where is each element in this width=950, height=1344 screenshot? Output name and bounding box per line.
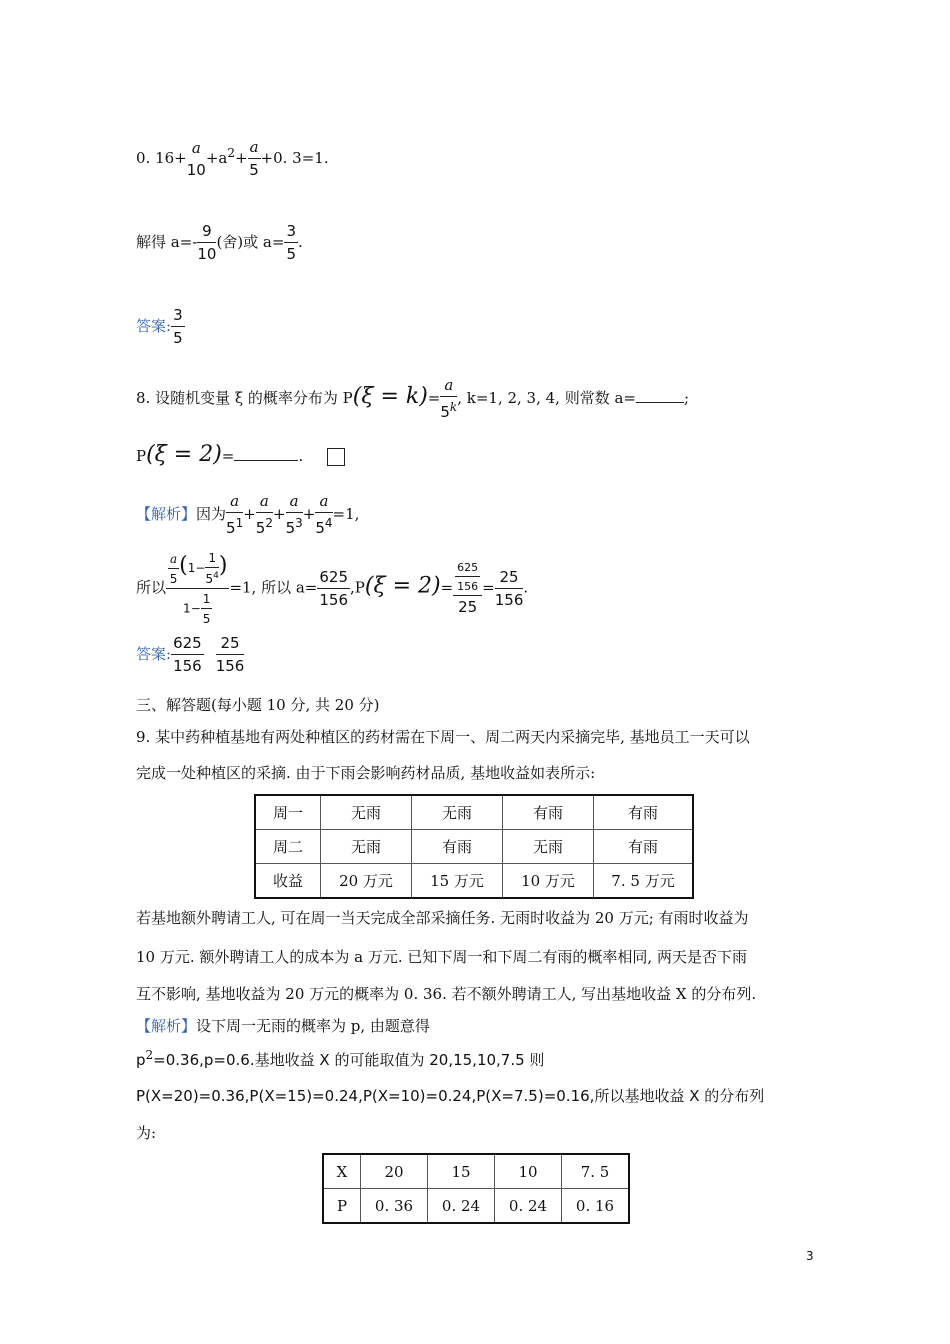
denominator: 156 <box>173 657 202 675</box>
text: = <box>221 447 235 465</box>
table-cell: 15 万元 <box>412 864 503 899</box>
table-cell: 10 万元 <box>503 864 594 899</box>
fraction-625-156 <box>317 567 350 609</box>
text: =1, <box>332 505 360 523</box>
fraction-9-over-10 <box>197 224 216 262</box>
text: X <box>319 1051 330 1069</box>
superscript: 2 <box>227 146 235 160</box>
text: . <box>298 447 304 465</box>
question-9b-line-2: 10 万元. 额外聘请工人的成本为 a 万元. 已知下周一和下周二有雨的概率相同, 两天是否下雨 <box>136 948 747 966</box>
text: 解得 a=- <box>136 233 198 251</box>
table-cell: 20 万元 <box>321 864 412 899</box>
math-expression: (ξ = k) <box>352 384 428 409</box>
table-cell: 无雨 <box>412 795 503 830</box>
numerator: a <box>286 494 303 513</box>
table-cell: 有雨 <box>503 795 594 830</box>
math-expression: (ξ = 2) <box>364 573 441 599</box>
equation-line-1 <box>136 140 329 178</box>
page-number: 3 <box>806 1249 814 1263</box>
denominator: 5 <box>255 519 266 537</box>
text: . <box>523 578 529 597</box>
fraction-answer-2 <box>216 636 245 674</box>
section-heading: 三、解答题(每小题 10 分, 共 20 分) <box>136 696 380 714</box>
text: 1 <box>183 601 191 616</box>
fraction-3-over-5 <box>284 224 298 262</box>
denominator: 10 <box>197 245 217 263</box>
exponent: 3 <box>295 516 303 530</box>
fraction-25-156 <box>494 567 524 609</box>
text: P(X=20)=0.36,P(X=15)=0.24,P(X=10)=0.24,P(X=7.5)=0.16, <box>136 1087 595 1105</box>
text: + <box>243 505 256 523</box>
text: 因为 <box>196 505 227 523</box>
denominator: 10 <box>186 160 206 179</box>
text: p <box>136 1051 146 1069</box>
table-cell: 20 <box>361 1154 428 1189</box>
equation-line-2 <box>136 224 303 262</box>
denominator <box>166 589 229 625</box>
denominator: 5 <box>285 519 296 537</box>
text: X <box>689 1087 700 1105</box>
text: +0. 3=1. <box>260 149 329 167</box>
solution-9-line-3 <box>136 1085 764 1106</box>
text: P <box>354 578 365 597</box>
compound-fraction <box>453 562 482 615</box>
table-row <box>255 864 693 899</box>
fraction-term-4 <box>315 494 332 536</box>
text: =0.36,p=0.6. <box>153 1051 255 1069</box>
numerator: 9 <box>197 224 216 243</box>
denominator: 156 <box>319 590 349 609</box>
numerator: a <box>248 140 261 159</box>
denominator: 156 <box>494 590 524 609</box>
fraction-term-1 <box>226 494 243 536</box>
table-cell: 无雨 <box>321 830 412 864</box>
text: P <box>136 447 147 465</box>
text: 基地收益 <box>254 1051 320 1069</box>
paren: ) <box>218 553 228 578</box>
answer-label: 答案: <box>136 317 172 335</box>
numerator <box>166 552 229 589</box>
table-cell: 7. 5 万元 <box>594 864 694 899</box>
exponent: 1 <box>235 516 244 530</box>
table-cell: 10 <box>495 1154 562 1189</box>
denominator: 5 <box>173 329 183 347</box>
solution-9-line-1 <box>136 1015 430 1036</box>
numerator: a <box>256 494 273 513</box>
numerator: 625 <box>455 562 480 577</box>
denominator: 156 <box>215 657 245 675</box>
text: 设下周一无雨的概率为 p, 由题意得 <box>196 1017 430 1035</box>
paren: ( <box>179 553 188 578</box>
table-cell: 0. 24 <box>428 1189 495 1224</box>
solution-9-line-4: 为: <box>136 1124 157 1142</box>
text: 8. 设随机变量 ξ 的概率分布为 P <box>136 389 353 407</box>
question-9b-line-1: 若基地额外聘请工人, 可在周一当天完成全部采摘任务. 无雨时收益为 20 万元; 有雨时收益为 <box>136 909 749 927</box>
solution-9-line-2 <box>136 1048 544 1070</box>
fraction-answer <box>171 308 185 346</box>
text: , k=1, 2, 3, 4, 则常数 a= <box>457 389 636 407</box>
question-9-line-1: 9. 某中药种植基地有两处种植区的药材需在下周一、周二两天内采摘完毕, 基地员工一天可以 <box>136 728 750 746</box>
numerator: 25 <box>216 636 245 655</box>
text: , <box>350 578 355 597</box>
denominator: 5 <box>440 403 450 421</box>
income-table <box>254 794 694 899</box>
numerator: a <box>191 138 201 157</box>
table-row <box>323 1189 629 1224</box>
table-row <box>323 1154 629 1189</box>
numerator: 1 <box>201 593 213 609</box>
question-8 <box>136 378 689 420</box>
analysis-tag: 【解析】 <box>136 505 197 523</box>
analysis-tag: 【解析】 <box>136 1017 197 1035</box>
table-cell: 0. 24 <box>495 1189 562 1224</box>
distribution-table <box>322 1153 630 1224</box>
text: 20,15,10,7.5 <box>429 1051 525 1069</box>
table-cell: 有雨 <box>594 795 694 830</box>
numerator: 3 <box>171 308 185 327</box>
question-8-part-2 <box>136 442 345 467</box>
exponent: 4 <box>213 571 219 581</box>
question-9b-line-3: 互不影响, 基地收益为 20 万元的概率为 0. 36. 若不额外聘请工人, 写出基地收益 X 的分布列. <box>136 985 757 1003</box>
table-cell: 无雨 <box>503 830 594 864</box>
table-cell: 7. 5 <box>562 1154 630 1189</box>
table-cell: P <box>323 1189 361 1224</box>
fraction-term-2 <box>256 494 273 536</box>
table-cell: 有雨 <box>412 830 503 864</box>
text: ; <box>684 389 690 407</box>
text: = <box>440 578 454 597</box>
fraction-a-over-5k <box>440 378 457 420</box>
math-expression: (ξ = 2) <box>146 442 222 467</box>
fraction-a-over-10 <box>186 138 206 179</box>
text: = <box>482 578 495 597</box>
answer-label: 答案: <box>136 645 172 663</box>
numerator: 25 <box>495 570 524 589</box>
table-cell: 15 <box>428 1154 495 1189</box>
solution-8-line-1 <box>136 494 359 536</box>
table-cell: 收益 <box>255 864 321 899</box>
denominator: 5 <box>205 572 214 586</box>
text: + <box>302 505 316 523</box>
table-cell: X <box>323 1154 361 1189</box>
text: 1 <box>187 561 196 575</box>
table-cell: 0. 16 <box>562 1189 630 1224</box>
text: . <box>297 233 303 251</box>
table-cell: 周二 <box>255 830 321 864</box>
exponent: 4 <box>324 516 333 530</box>
text: 所以 <box>136 578 167 597</box>
text: =1, 所以 a= <box>229 578 318 597</box>
table-cell: 无雨 <box>321 795 412 830</box>
solution-8-line-2 <box>136 552 528 625</box>
numerator: 3 <box>284 224 298 243</box>
denominator: 5 <box>315 519 325 537</box>
numerator: a <box>168 553 179 569</box>
table-row <box>255 830 693 864</box>
text: 则 <box>524 1051 545 1069</box>
text: +a <box>205 149 228 167</box>
answer-q8 <box>136 636 244 674</box>
denominator: 5 <box>286 245 296 263</box>
numerator: 625 <box>171 636 204 655</box>
geometric-sum-fraction <box>166 552 229 625</box>
numerator: a <box>226 494 243 513</box>
text: (舍)或 a= <box>216 233 285 251</box>
text: + <box>235 149 248 167</box>
fraction-term-3 <box>286 494 303 536</box>
table-cell: 0. 36 <box>361 1189 428 1224</box>
denominator: 5 <box>202 612 211 626</box>
table-cell: 周一 <box>255 795 321 830</box>
fraction-answer-1 <box>171 636 204 674</box>
superscript: 2 <box>145 1048 154 1062</box>
denominator: 156 <box>457 580 479 593</box>
text: 的可能取值为 <box>329 1051 430 1069</box>
denominator: 5 <box>169 571 178 586</box>
answer-blank[interactable] <box>636 402 684 403</box>
text: 0. 16+ <box>136 149 187 167</box>
text: 所以基地收益 <box>594 1087 690 1105</box>
fraction-a-over-5 <box>248 140 261 178</box>
question-9-line-2: 完成一处种植区的采摘. 由于下雨会影响药材品质, 基地收益如表所示: <box>136 764 596 782</box>
checkbox-icon <box>327 448 345 466</box>
table-cell: 有雨 <box>594 830 694 864</box>
answer-blank[interactable] <box>234 460 298 461</box>
table-row <box>255 795 693 830</box>
answer-q7 <box>136 308 185 346</box>
exponent: k <box>449 400 458 414</box>
denominator: 25 <box>458 598 478 616</box>
numerator: a <box>315 494 332 513</box>
text: + <box>272 505 286 523</box>
denominator: 5 <box>226 519 236 537</box>
text: = <box>427 389 441 407</box>
text: − <box>195 561 206 575</box>
numerator: 1 <box>205 552 218 568</box>
text: 的分布列 <box>699 1087 765 1105</box>
text: − <box>190 601 201 616</box>
numerator: 625 <box>317 570 350 589</box>
denominator: 5 <box>249 161 259 179</box>
exponent: 2 <box>265 516 273 530</box>
numerator: a <box>440 378 457 397</box>
